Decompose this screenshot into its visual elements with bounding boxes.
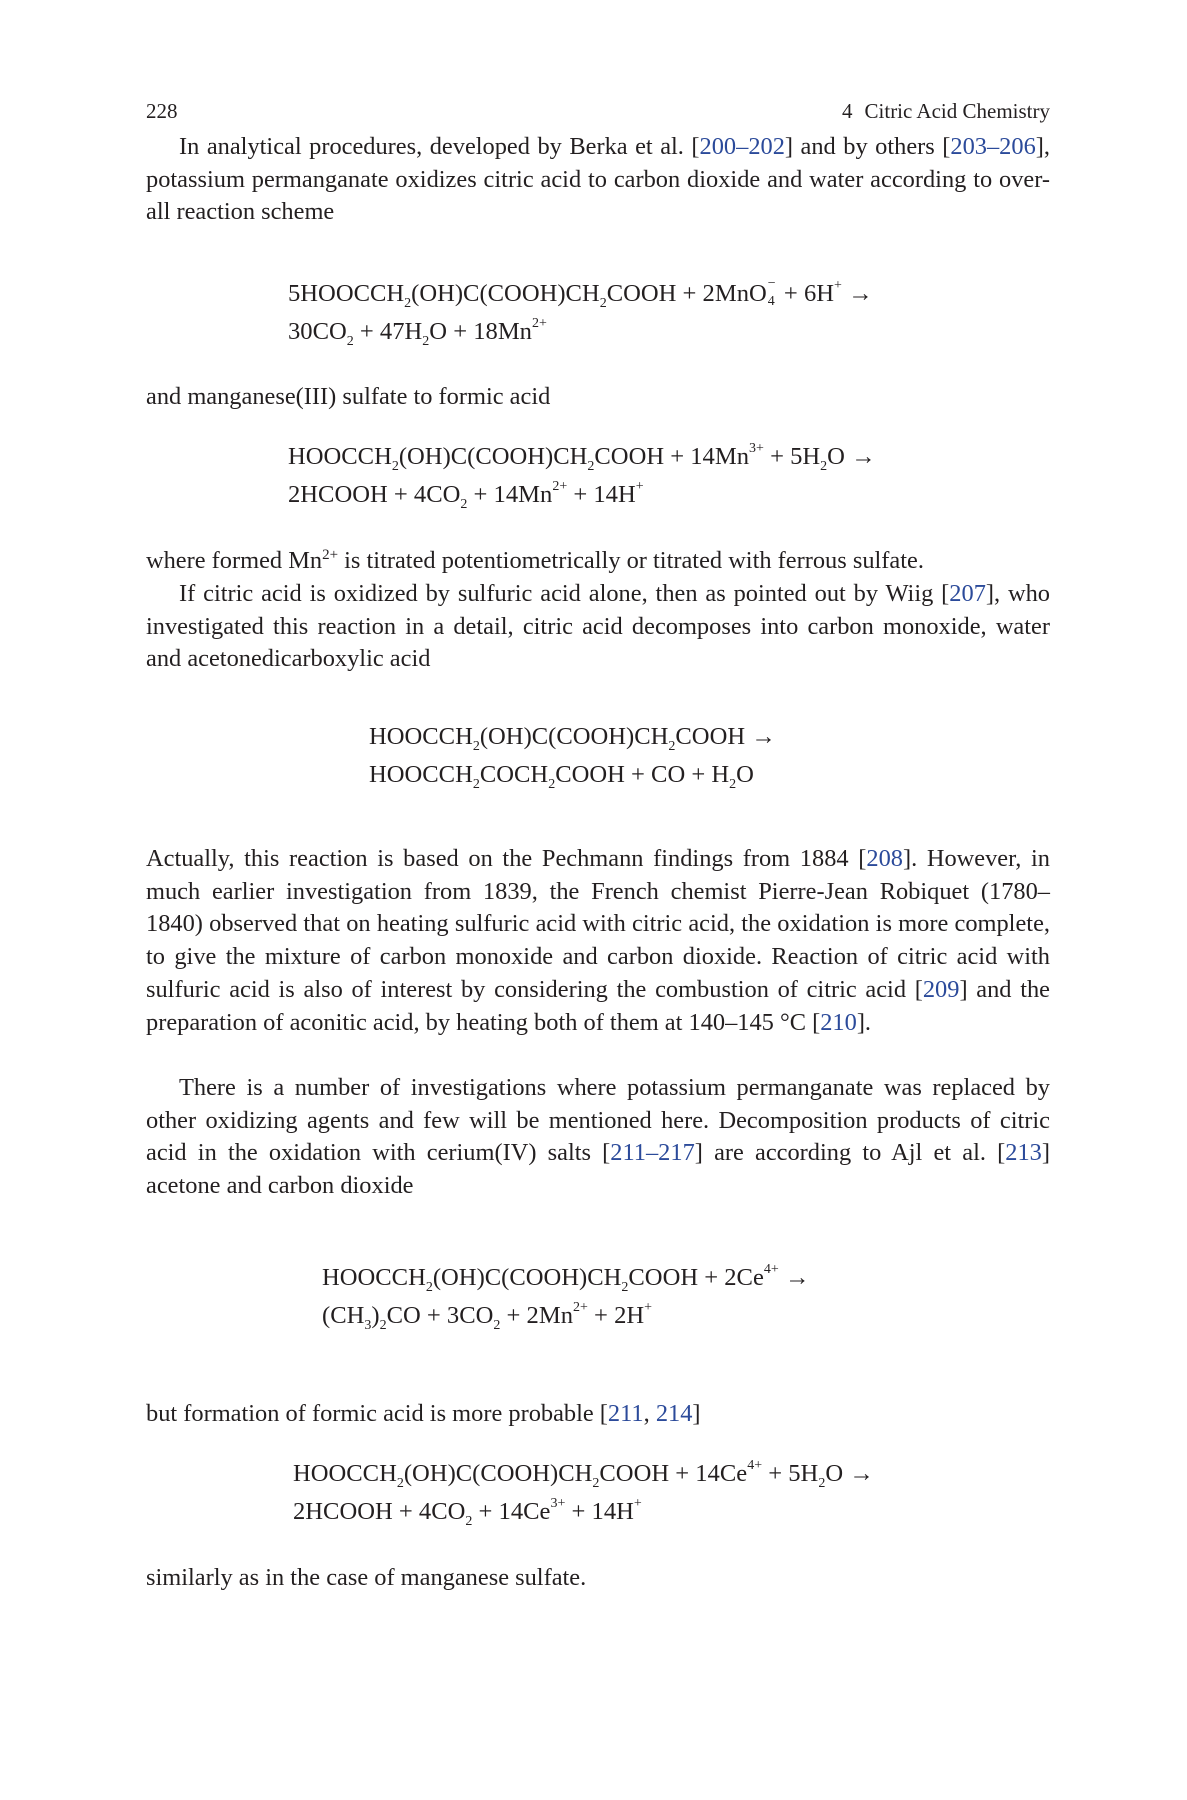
running-header	[146, 96, 1050, 126]
formula-text: 2HCOOH + 4CO	[288, 481, 461, 508]
formula-text: + 2Mn	[500, 1302, 573, 1329]
paragraph-manganese-sulfate	[146, 381, 1050, 414]
paragraph-closing	[146, 1562, 1050, 1595]
formula-text: CO + 3CO	[386, 1302, 494, 1329]
formula-text: (OH)C(COOH)CH	[479, 723, 669, 750]
text: In analytical procedures, developed by Berka et al. [	[179, 133, 700, 160]
formula-text: + 5H	[763, 443, 821, 470]
equation-line	[288, 276, 873, 314]
equation-cerium-acetone	[322, 1260, 810, 1336]
text: but formation of formic acid is more probable [	[146, 1400, 608, 1427]
text: ], who investigated this reaction in a detail, citric acid decomposes into carbon monoxide, water and acetonedicarboxylic acid	[146, 580, 1050, 673]
formula-text: + 6H	[777, 280, 835, 307]
equation-manganese-oxidation	[288, 439, 876, 515]
equation-line	[369, 719, 776, 757]
paragraph-analytical-procedures	[146, 131, 1050, 229]
text: There is a number of investigations where potassium permanganate was replaced by other oxidizing agents and few will be mentioned here. Decomposition products of citric acid in the oxidation with cerium(IV) salts [	[146, 1074, 1050, 1167]
formula-text: COOH + 2Ce	[628, 1264, 764, 1291]
formula-text: HOOCCH	[369, 761, 473, 788]
page-number: 228	[146, 99, 178, 123]
formula-text: O →	[825, 1460, 874, 1487]
superscript: +	[834, 278, 842, 293]
superscript: +	[633, 1496, 642, 1511]
formula-text: + 14H	[565, 1498, 634, 1525]
formula-text: (OH)C(COOH)CH	[403, 1460, 593, 1487]
formula-text: 2HCOOH + 4CO	[293, 1498, 466, 1525]
formula-text: 5HOOCCH	[288, 280, 405, 307]
reference-link[interactable]: 203–206	[950, 133, 1036, 160]
formula-text: O	[736, 761, 754, 788]
formula-text: HOOCCH	[288, 443, 392, 470]
superscript: +	[635, 479, 644, 494]
equation-sulfuric-decomposition	[369, 719, 776, 795]
formula-text: COCH	[479, 761, 549, 788]
paragraph-sulfuric-acid	[146, 578, 1050, 676]
superscript: 2+	[322, 547, 339, 563]
formula-text: →	[841, 280, 873, 307]
formula-text: COOH + 14Mn	[594, 443, 750, 470]
text: ] acetone and carbon dioxide	[146, 1139, 1050, 1200]
reference-link[interactable]: 208	[866, 845, 903, 872]
text: where formed Mn	[146, 547, 323, 574]
formula-text: + 14H	[567, 481, 636, 508]
superscript: 2+	[573, 1300, 588, 1315]
formula-text: COOH + 2MnO	[606, 280, 767, 307]
chapter-title: Citric Acid Chemistry	[864, 99, 1050, 123]
paragraph-other-oxidizing-agents	[146, 1072, 1050, 1203]
equation-cerium-formic	[293, 1456, 874, 1532]
subscript: 2	[396, 1476, 404, 1491]
formula-text: COOH + 14Ce	[599, 1460, 748, 1487]
subscript: 2	[599, 296, 607, 311]
subscript: 2	[493, 1318, 501, 1333]
script-stack: − 4	[767, 276, 776, 309]
equation-line	[293, 1494, 874, 1532]
formula-text: O →	[827, 443, 876, 470]
formula-text: →	[778, 1264, 810, 1291]
text: ] are according to Ajl et al. [	[694, 1139, 1006, 1167]
subscript: 2	[820, 459, 828, 474]
text: ,	[643, 1400, 656, 1427]
text: If citric acid is oxidized by sulfuric acid alone, then as pointed out by Wiig [	[179, 580, 950, 607]
subscript: 2	[465, 1514, 473, 1529]
formula-text: (OH)C(COOH)CH	[398, 443, 588, 470]
formula-text: HOOCCH	[322, 1264, 426, 1291]
text: similarly as in the case of manganese sulfate.	[146, 1564, 587, 1591]
equation-line	[288, 314, 873, 352]
subscript: 2	[548, 777, 556, 792]
subscript: 2	[472, 777, 480, 792]
equation-line	[293, 1456, 874, 1494]
formula-text: + 2H	[587, 1302, 645, 1329]
subscript: 2	[425, 1280, 433, 1295]
formula-text: (OH)C(COOH)CH	[411, 280, 600, 307]
reference-link[interactable]: 211–217	[610, 1139, 695, 1167]
formula-text: COOH →	[675, 723, 776, 750]
subscript: 2	[379, 1318, 387, 1333]
formula-text: (OH)C(COOH)CH	[432, 1264, 622, 1291]
reference-link[interactable]: 213	[1005, 1139, 1042, 1167]
paragraph-pechmann-findings	[146, 843, 1050, 1039]
subscript: 3	[364, 1318, 372, 1333]
text: and manganese(III) sulfate to formic acid	[146, 383, 551, 410]
subscript: 2	[587, 459, 595, 474]
superscript: 2+	[531, 316, 547, 331]
chapter-number: 4	[842, 99, 853, 123]
subscript: 2	[391, 459, 399, 474]
superscript: 3+	[749, 441, 764, 456]
formula-text: HOOCCH	[293, 1460, 397, 1487]
subscript: 2	[404, 296, 412, 311]
formula-text: )	[371, 1302, 380, 1329]
subscript: 2	[472, 739, 480, 754]
formula-text: COOH + CO + H	[555, 761, 730, 788]
text: ], potassium permanganate oxidizes citric acid to carbon dioxide and water according to over-all reaction scheme	[146, 133, 1050, 226]
text: is titrated potentiometrically or titrated with ferrous sulfate.	[338, 547, 924, 574]
reference-link[interactable]: 207	[949, 580, 986, 607]
subscript: 2	[818, 1476, 826, 1491]
reference-link[interactable]: 214	[655, 1400, 693, 1427]
reference-link[interactable]: 210	[820, 1008, 857, 1036]
equation-line	[322, 1260, 810, 1298]
formula-text: + 14Mn	[467, 481, 553, 508]
equation-line	[369, 757, 776, 795]
formula-text: HOOCCH	[369, 723, 473, 750]
subscript: 2	[621, 1280, 629, 1295]
superscript: 4+	[747, 1458, 763, 1473]
formula-text: + 14Ce	[472, 1498, 551, 1525]
text: ] and the preparation of aconitic acid, by heating both of them at 140–145 °C [	[146, 975, 1050, 1036]
superscript: 2+	[552, 479, 568, 494]
equation-permanganate-oxidation	[288, 276, 873, 352]
subscript: 2	[668, 739, 676, 754]
reference-link[interactable]: 209	[922, 975, 960, 1003]
reference-link[interactable]: 211	[607, 1400, 644, 1427]
text: ]. However, in much earlier investigation from 1839, the French chemist Pierre-Jean Robiquet (1780–1840) observed that on heating sulfuric acid with citric acid, the oxidation is more complete, to give the mixture of carbon monoxide and carbon dioxide. Reaction of citric acid with sulfuric acid is also of interest by considering the combustion of citric acid [	[146, 845, 1050, 1003]
formula-text: 30CO	[288, 318, 347, 345]
text: Actually, this reaction is based on the Pechmann findings from 1884 [	[146, 845, 867, 872]
equation-line	[322, 1298, 810, 1336]
text: ].	[856, 1008, 872, 1036]
formula-text: + 47H	[353, 318, 423, 345]
subscript: 2	[460, 497, 468, 512]
superscript: 3+	[550, 1496, 566, 1511]
subscript: 2	[729, 777, 737, 792]
paragraph-formic-acid	[146, 1398, 1050, 1431]
formula-text: O + 18Mn	[429, 318, 532, 345]
text: ] and by others [	[784, 133, 951, 160]
subscript: 2	[592, 1476, 600, 1491]
superscript: +	[644, 1300, 653, 1315]
reference-link[interactable]: 200–202	[699, 133, 785, 160]
running-title	[842, 96, 1050, 126]
formula-text: (CH	[322, 1302, 365, 1329]
subscript: 2	[422, 334, 430, 349]
paragraph-titration	[146, 545, 1050, 578]
equation-line	[288, 439, 876, 477]
superscript: 4+	[763, 1262, 779, 1277]
equation-line	[288, 477, 876, 515]
text: ]	[692, 1400, 701, 1427]
formula-text: + 5H	[762, 1460, 819, 1487]
subscript: 2	[346, 334, 354, 349]
